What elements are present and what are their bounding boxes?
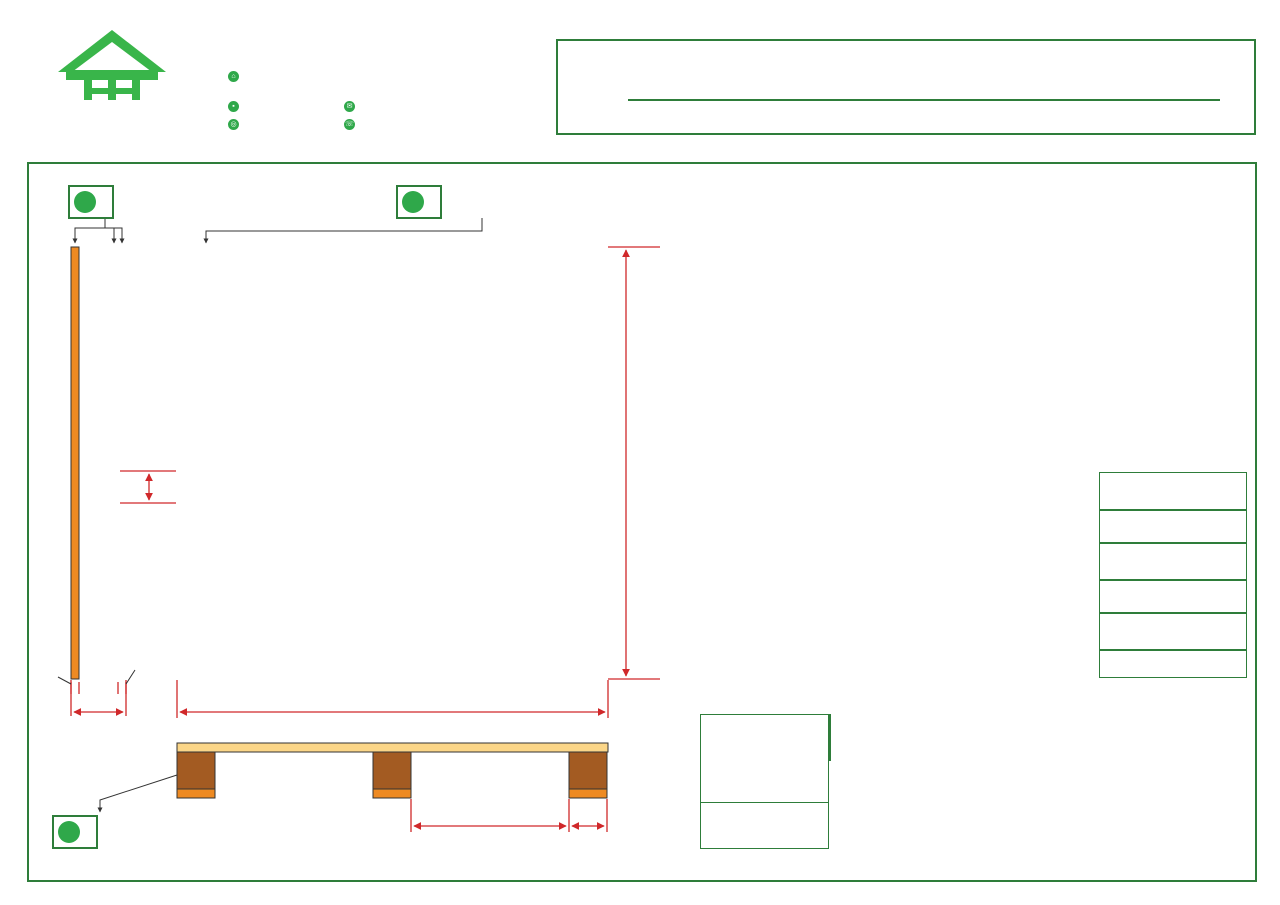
badge-k — [74, 191, 96, 213]
front-bottom-1 — [177, 789, 215, 798]
spec-header-cell — [701, 715, 829, 803]
spec-table — [700, 714, 831, 849]
weight-load-box — [1099, 472, 1247, 678]
qty-header — [830, 715, 831, 761]
leader-lines — [58, 218, 482, 812]
phone-icon: ☏ — [345, 120, 354, 128]
weight-header — [1100, 473, 1246, 509]
front-view — [177, 743, 608, 798]
label-l — [52, 815, 98, 849]
dynamic-load-value — [1100, 650, 1246, 678]
leader-j — [206, 218, 482, 243]
static-load-header — [1100, 543, 1246, 579]
leader-e — [126, 670, 135, 684]
label-k — [68, 185, 114, 219]
leader-l — [100, 775, 177, 812]
badge-l — [58, 821, 80, 843]
front-bottom-2 — [373, 789, 411, 798]
badge-j — [402, 191, 424, 213]
leader-k-2 — [105, 228, 114, 243]
front-block-3 — [569, 752, 607, 789]
leader-k-1 — [75, 218, 105, 243]
leader-f — [58, 677, 71, 684]
email-icon: ✉ — [344, 101, 355, 112]
front-bottom-3 — [569, 789, 607, 798]
side-bottom-board — [71, 247, 79, 679]
spec-row-label — [701, 803, 829, 849]
front-block-2 — [373, 752, 411, 789]
label-j — [396, 185, 442, 219]
home-icon: ⌂ — [228, 71, 239, 82]
weight-value — [1100, 510, 1246, 542]
globe-icon: ◎ — [228, 119, 239, 130]
front-block-1 — [177, 752, 215, 789]
spec-value-row — [701, 803, 831, 849]
dynamic-load-header — [1100, 613, 1246, 649]
tax-id-icon: ▪ — [228, 101, 239, 112]
static-load-value — [1100, 580, 1246, 612]
side-view — [71, 247, 79, 679]
front-top-board — [177, 743, 608, 752]
